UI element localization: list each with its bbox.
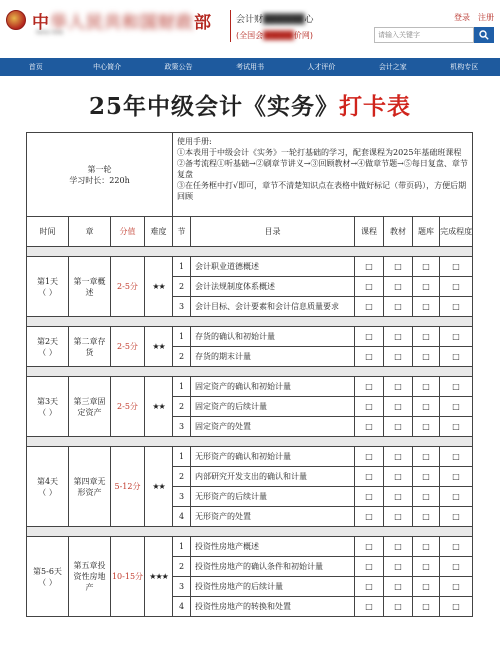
cover-row <box>27 133 473 217</box>
questions-checkbox[interactable]: □ <box>413 417 440 437</box>
course-checkbox[interactable]: □ <box>355 507 384 527</box>
completion-checkbox[interactable]: □ <box>440 327 473 347</box>
completion-checkbox[interactable]: □ <box>440 597 473 617</box>
search-icon <box>479 30 489 40</box>
section-topic: 投资性房地产概述 <box>191 537 355 557</box>
section-number: 1 <box>173 327 191 347</box>
doc-title-accent: 打卡表 <box>339 93 411 120</box>
course-checkbox[interactable]: □ <box>355 297 384 317</box>
col-course: 课程 <box>355 217 384 247</box>
score-cell: 5-12分 <box>111 447 145 527</box>
score-cell: 10-15分 <box>111 537 145 617</box>
section-number: 2 <box>173 277 191 297</box>
section-topic: 无形资产的后续计量 <box>191 487 355 507</box>
questions-checkbox[interactable]: □ <box>413 397 440 417</box>
completion-checkbox[interactable]: □ <box>440 447 473 467</box>
section-topic: 固定资产的处置 <box>191 417 355 437</box>
portal-sub-tail: 价网) <box>293 31 314 40</box>
table-row <box>27 377 473 397</box>
textbook-checkbox[interactable]: □ <box>384 377 413 397</box>
nav-policy[interactable]: 政策公告 <box>164 63 193 71</box>
instructions-heading: 使用手册: <box>177 137 212 146</box>
section-number: 1 <box>173 537 191 557</box>
table-row <box>27 447 473 467</box>
search-input[interactable]: 请输入关键字 <box>374 27 474 43</box>
difficulty-stars: ★★★ <box>145 537 173 617</box>
course-checkbox[interactable]: □ <box>355 397 384 417</box>
course-checkbox[interactable]: □ <box>355 487 384 507</box>
textbook-checkbox[interactable]: □ <box>384 297 413 317</box>
section-number: 3 <box>173 487 191 507</box>
study-hours: 学习时长：220h <box>69 175 130 185</box>
section-topic: 无形资产的确认和初始计量 <box>191 447 355 467</box>
day-cell <box>27 327 69 367</box>
textbook-checkbox[interactable]: □ <box>384 397 413 417</box>
textbook-checkbox[interactable]: □ <box>384 537 413 557</box>
course-checkbox[interactable]: □ <box>355 467 384 487</box>
site-header <box>0 0 500 56</box>
section-topic: 会计法规制度体系概述 <box>191 277 355 297</box>
section-number: 4 <box>173 507 191 527</box>
textbook-checkbox[interactable]: □ <box>384 467 413 487</box>
course-checkbox[interactable]: □ <box>355 347 384 367</box>
completion-checkbox[interactable]: □ <box>440 297 473 317</box>
score-cell: 2-5分 <box>111 257 145 317</box>
day-cell <box>27 537 69 617</box>
section-topic: 固定资产的后续计量 <box>191 397 355 417</box>
textbook-checkbox[interactable]: □ <box>384 597 413 617</box>
section-topic: 存货的期末计量 <box>191 347 355 367</box>
section-number: 4 <box>173 597 191 617</box>
textbook-checkbox[interactable]: □ <box>384 577 413 597</box>
day-date-blank: （ ） <box>38 287 57 297</box>
questions-checkbox[interactable]: □ <box>413 347 440 367</box>
instructions-item: ①本表用于中级会计《实务》一轮打基础的学习，配套课程为2025年基础班课程 <box>177 148 462 157</box>
questions-checkbox[interactable]: □ <box>413 577 440 597</box>
section-topic: 会计职业道德概述 <box>191 257 355 277</box>
nav-exam-books[interactable]: 考试用书 <box>235 63 264 71</box>
doc-title <box>0 88 500 121</box>
search-button[interactable] <box>474 27 494 43</box>
site-subtitle-text: Minis hina <box>36 30 64 36</box>
completion-checkbox[interactable]: □ <box>440 347 473 367</box>
nav-institutions[interactable]: 机构专区 <box>450 63 479 71</box>
questions-checkbox[interactable]: □ <box>413 597 440 617</box>
course-checkbox[interactable]: □ <box>355 257 384 277</box>
section-number: 2 <box>173 347 191 367</box>
spacer-row <box>27 317 473 327</box>
completion-checkbox[interactable]: □ <box>440 397 473 417</box>
spacer-cell <box>27 317 473 327</box>
completion-checkbox[interactable]: □ <box>440 487 473 507</box>
day-label: 第2天 <box>36 336 59 346</box>
questions-checkbox[interactable]: □ <box>413 297 440 317</box>
questions-checkbox[interactable]: □ <box>413 377 440 397</box>
section-topic: 内部研究开发支出的确认和计量 <box>191 467 355 487</box>
score-cell: 2-5分 <box>111 377 145 437</box>
main-nav <box>0 58 500 76</box>
portal-title-tail: 心 <box>304 15 314 25</box>
section-number: 2 <box>173 557 191 577</box>
instructions <box>173 133 473 217</box>
section-number: 1 <box>173 257 191 277</box>
score-cell: 2-5分 <box>111 327 145 367</box>
questions-checkbox[interactable]: □ <box>413 557 440 577</box>
textbook-checkbox[interactable]: □ <box>384 447 413 467</box>
section-topic: 投资性房地产的确认条件和初始计量 <box>191 557 355 577</box>
questions-checkbox[interactable]: □ <box>413 467 440 487</box>
completion-checkbox[interactable]: □ <box>440 507 473 527</box>
completion-checkbox[interactable]: □ <box>440 417 473 437</box>
spacer-cell <box>27 247 473 257</box>
auth-links <box>446 12 494 23</box>
doc-title-main: 25年中级会计《实务》 <box>88 93 339 120</box>
nav-accounting-home[interactable]: 会计之家 <box>378 63 407 71</box>
day-label: 第4天 <box>36 476 59 486</box>
spacer-row <box>27 527 473 537</box>
register-link[interactable]: 注册 <box>478 13 494 22</box>
textbook-checkbox[interactable]: □ <box>384 347 413 367</box>
difficulty-stars: ★★ <box>145 327 173 367</box>
day-date-blank: （ ） <box>38 487 57 497</box>
course-checkbox[interactable]: □ <box>355 417 384 437</box>
day-label: 第5-6天 <box>33 566 62 576</box>
completion-checkbox[interactable]: □ <box>440 257 473 277</box>
spacer-cell <box>27 527 473 537</box>
header-divider <box>230 10 231 42</box>
nav-home[interactable]: 首页 <box>28 63 43 71</box>
course-checkbox[interactable]: □ <box>355 447 384 467</box>
completion-checkbox[interactable]: □ <box>440 467 473 487</box>
day-label: 第1天 <box>36 276 59 286</box>
chapter-cell: 第二章存货 <box>69 327 111 367</box>
instructions-item: ②备考流程①听基础→②刷章节讲义→③回顾教材→④做章节题→⑤每日复盘、章节复盘 <box>177 159 468 179</box>
nav-about[interactable]: 中心简介 <box>93 63 122 71</box>
day-label: 第3天 <box>36 396 59 406</box>
questions-checkbox[interactable]: □ <box>413 277 440 297</box>
table-row <box>27 257 473 277</box>
section-topic: 固定资产的确认和初始计量 <box>191 377 355 397</box>
textbook-checkbox[interactable]: □ <box>384 487 413 507</box>
study-plan-table <box>26 132 473 617</box>
day-cell <box>27 257 69 317</box>
col-textbook: 教材 <box>384 217 413 247</box>
section-number: 3 <box>173 297 191 317</box>
site-name-head: 中 <box>32 13 50 33</box>
textbook-checkbox[interactable]: □ <box>384 257 413 277</box>
table-row <box>27 537 473 557</box>
course-checkbox[interactable]: □ <box>355 377 384 397</box>
spacer-row <box>27 367 473 377</box>
textbook-checkbox[interactable]: □ <box>384 557 413 577</box>
instructions-item: ③在任务框中打√即可，章节不清楚知识点在表格中做好标记（带页码），方便后期回顾 <box>177 181 467 201</box>
day-date-blank: （ ） <box>38 407 57 417</box>
questions-checkbox[interactable]: □ <box>413 537 440 557</box>
site-subtitle <box>36 30 63 36</box>
emblem-icon <box>6 10 26 30</box>
portal-title-head: 会计财 <box>236 15 264 25</box>
portal-title[interactable] <box>236 12 314 25</box>
spacer-cell <box>27 437 473 447</box>
completion-checkbox[interactable]: □ <box>440 577 473 597</box>
section-number: 3 <box>173 577 191 597</box>
course-checkbox[interactable]: □ <box>355 277 384 297</box>
cover-summary <box>27 133 173 217</box>
portal-sub-blurred: █████ <box>263 31 294 40</box>
course-checkbox[interactable]: □ <box>355 537 384 557</box>
section-number: 1 <box>173 377 191 397</box>
section-topic: 会计目标、会计要素和会计信息质量要求 <box>191 297 355 317</box>
questions-checkbox[interactable]: □ <box>413 327 440 347</box>
day-date-blank: （ ） <box>38 347 57 357</box>
login-link[interactable]: 登录 <box>454 13 470 22</box>
course-checkbox[interactable]: □ <box>355 597 384 617</box>
header-row <box>27 217 473 247</box>
course-checkbox[interactable]: □ <box>355 557 384 577</box>
section-topic: 存货的确认和初始计量 <box>191 327 355 347</box>
completion-checkbox[interactable]: □ <box>440 377 473 397</box>
site-name-tail: 部 <box>194 13 212 33</box>
course-checkbox[interactable]: □ <box>355 327 384 347</box>
section-topic: 无形资产的处置 <box>191 507 355 527</box>
day-cell <box>27 447 69 527</box>
section-topic: 投资性房地产的后续计量 <box>191 577 355 597</box>
col-contents: 目录 <box>191 217 355 247</box>
difficulty-stars: ★★ <box>145 377 173 437</box>
col-questions: 题库 <box>413 217 440 247</box>
site-name-blurred: 华人民共和国财政 <box>50 13 194 33</box>
difficulty-stars: ★★ <box>145 447 173 527</box>
portal-title-blurred: ██████ <box>263 15 305 25</box>
day-cell <box>27 377 69 437</box>
completion-checkbox[interactable]: □ <box>440 557 473 577</box>
section-number: 1 <box>173 447 191 467</box>
col-chapter: 章 <box>69 217 111 247</box>
textbook-checkbox[interactable]: □ <box>384 507 413 527</box>
col-completion: 完成程度 <box>440 217 473 247</box>
portal-subtitle <box>236 30 313 41</box>
completion-checkbox[interactable]: □ <box>440 537 473 557</box>
round-label: 第一轮 <box>87 164 112 174</box>
chapter-cell: 第一章概述 <box>69 257 111 317</box>
portal-sub-head: (全国会 <box>236 31 264 40</box>
difficulty-stars: ★★ <box>145 257 173 317</box>
col-time: 时间 <box>27 217 69 247</box>
spacer-row <box>27 247 473 257</box>
section-number: 3 <box>173 417 191 437</box>
textbook-checkbox[interactable]: □ <box>384 277 413 297</box>
chapter-cell: 第四章无形资产 <box>69 447 111 527</box>
table-row <box>27 327 473 347</box>
section-topic: 投资性房地产的转换和处置 <box>191 597 355 617</box>
col-score: 分值 <box>111 217 145 247</box>
chapter-cell: 第五章投资性房地产 <box>69 537 111 617</box>
questions-checkbox[interactable]: □ <box>413 507 440 527</box>
course-checkbox[interactable]: □ <box>355 577 384 597</box>
textbook-checkbox[interactable]: □ <box>384 327 413 347</box>
col-section: 节 <box>173 217 191 247</box>
textbook-checkbox[interactable]: □ <box>384 417 413 437</box>
spacer-row <box>27 437 473 447</box>
questions-checkbox[interactable]: □ <box>413 447 440 467</box>
section-number: 2 <box>173 467 191 487</box>
questions-checkbox[interactable]: □ <box>413 257 440 277</box>
spacer-cell <box>27 367 473 377</box>
chapter-cell: 第三章固定资产 <box>69 377 111 437</box>
completion-checkbox[interactable]: □ <box>440 277 473 297</box>
questions-checkbox[interactable]: □ <box>413 487 440 507</box>
section-number: 2 <box>173 397 191 417</box>
col-difficulty: 难度 <box>145 217 173 247</box>
day-date-blank: （ ） <box>38 577 57 587</box>
nav-talent[interactable]: 人才评价 <box>307 63 336 71</box>
